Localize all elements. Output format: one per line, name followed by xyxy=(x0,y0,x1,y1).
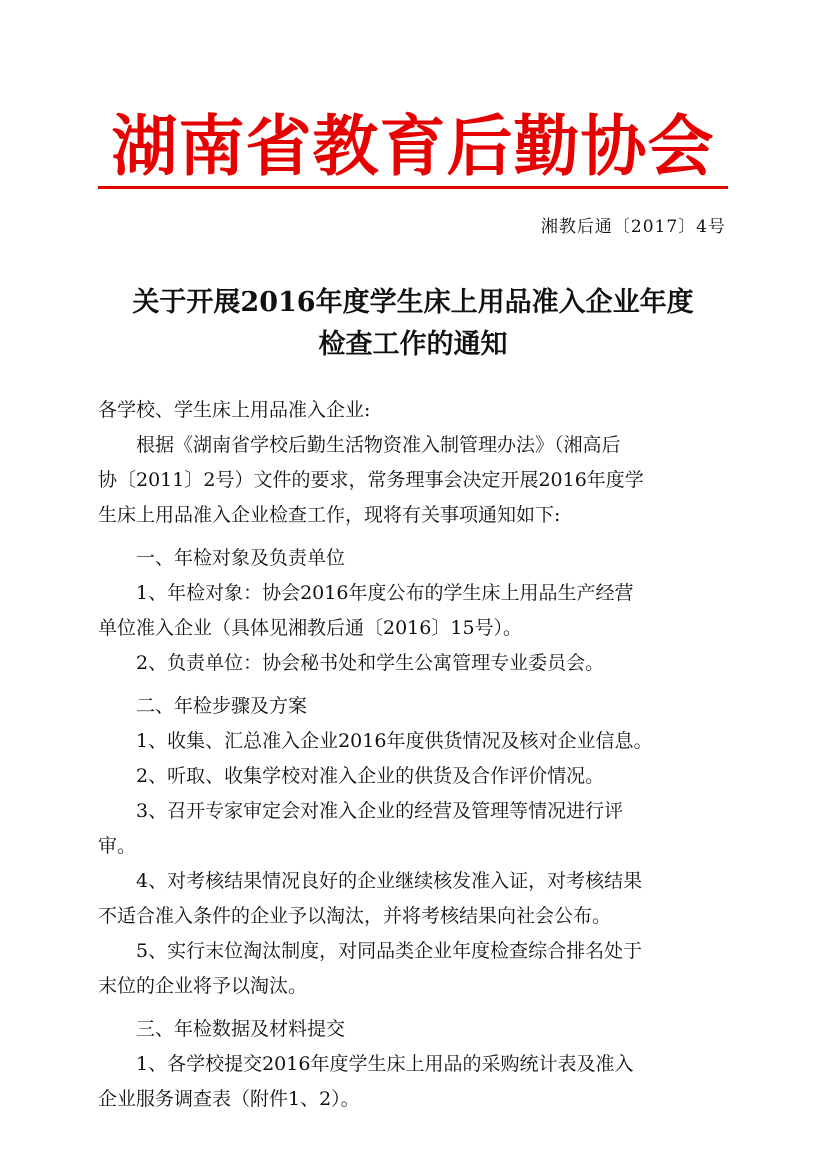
intro-line-2: 协〔2011〕2号）文件的要求，常务理事会决定开展2016年度学 xyxy=(98,469,644,491)
section2-item4-line2: 不适合准入条件的企业予以淘汰，并将考核结果向社会公布。 xyxy=(98,905,612,927)
section2-heading: 二、年检步骤及方案 xyxy=(136,695,308,717)
intro-line-1: 根据《湖南省学校后勤生活物资准入制管理办法》（湘高后 xyxy=(136,434,621,456)
section3-item1-line1: 1、各学校提交2016年度学生床上用品的采购统计表及准入 xyxy=(136,1053,634,1075)
org-letterhead-title: 湖南省教育后勤协会 xyxy=(111,107,715,185)
section2-item3-line2: 审。 xyxy=(98,835,137,857)
section1-heading: 一、年检对象及负责单位 xyxy=(136,547,346,569)
section1-item1-line2: 单位准入企业（具体见湘教后通〔2016〕15号）。 xyxy=(98,617,523,639)
document-number: 湘教后通〔2017〕4号 xyxy=(540,217,726,237)
notice-title-line-1: 关于开展2016年度学生床上用品准入企业年度 xyxy=(132,287,694,318)
salutation: 各学校、学生床上用品准入企业: xyxy=(98,399,371,421)
section1-item2: 2、负责单位：协会秘书处和学生公寓管理专业委员会。 xyxy=(136,652,605,674)
section2-item5-line2: 末位的企业将予以淘汰。 xyxy=(98,975,308,997)
section2-item4-line1: 4、对考核结果情况良好的企业继续核发准入证，对考核结果 xyxy=(136,870,643,892)
section3-item1-line2: 企业服务调查表（附件1、2）。 xyxy=(98,1088,360,1110)
section3-heading: 三、年检数据及材料提交 xyxy=(136,1018,346,1040)
section2-item3-line1: 3、召开专家审定会对准入企业的经营及管理等情况进行评 xyxy=(136,800,624,822)
section2-item2: 2、听取、收集学校对准入企业的供货及合作评价情况。 xyxy=(136,765,605,787)
intro-line-3: 生床上用品准入企业检查工作，现将有关事项通知如下: xyxy=(98,504,561,526)
section2-item5-line1: 5、实行末位淘汰制度，对同品类企业年度检查综合排名处于 xyxy=(136,940,643,962)
letterhead-red-rule xyxy=(98,186,728,189)
notice-body xyxy=(98,393,738,1117)
section2-item1: 1、收集、汇总准入企业2016年度供货情况及核对企业信息。 xyxy=(136,730,653,752)
section1-item1-line1: 1、年检对象：协会2016年度公布的学生床上用品生产经营 xyxy=(136,582,634,604)
notice-title-line-2: 检查工作的通知 xyxy=(318,329,508,360)
